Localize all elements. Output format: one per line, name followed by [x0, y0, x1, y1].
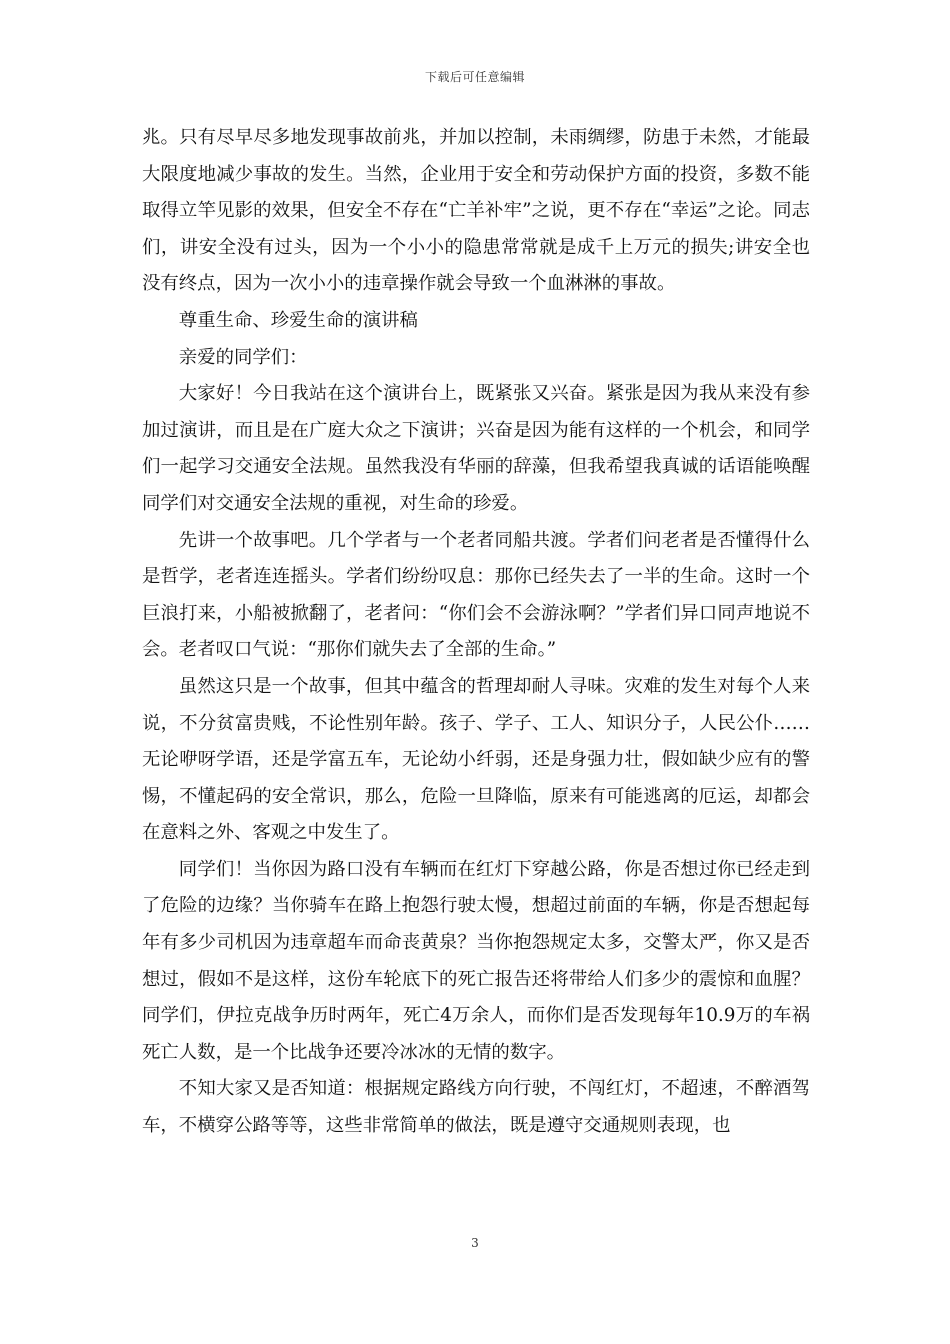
- paragraph: 同学们！当你因为路口没有车辆而在红灯下穿越公路，你是否想过你已经走到了危险的边缘？当你骑车在路上抱怨行驶太慢，想超过前面的车辆，你是否想起每年有多少司机因为违章超车而命丧黄泉？当你抱怨规定太多，交警太严，你又是否想过，假如不是这样，这份车轮底下的死亡报告还将带给人们多少的震惊和血腥？同学们，伊拉克战争历时两年，死亡4万余人，而你们是否发现每年10.9万的车祸死亡人数，是一个比战争还要冷冰冰的无情的数字。: [142, 858, 810, 1063]
- paragraph: 大家好！今日我站在这个演讲台上，既紧张又兴奋。紧张是因为我从来没有参加过演讲，而且是在广庭大众之下演讲；兴奋是因为能有这样的一个机会，和同学们一起学习交通安全法规。虽然我没有华丽的辞藻，但我希望我真诚的话语能唤醒同学们对交通安全法规的重视，对生命的珍爱。: [142, 383, 810, 514]
- paragraph: 先讲一个故事吧。几个学者与一个老者同船共渡。学者们问老者是否懂得什么是哲学，老者连连摇头。学者们纷纷叹息：那你已经失去了一半的生命。这时一个巨浪打来，小船被掀翻了，老者问：“你们会不会游泳啊？”学者们异口同声地说不会。老者叹口气说：“那你们就失去了全部的生命。”: [142, 529, 810, 661]
- page-header: 下载后可任意编辑: [424, 70, 525, 84]
- salutation: 亲爱的同学们：: [178, 346, 308, 368]
- document-body: [142, 120, 810, 1145]
- paragraph: 虽然这只是一个故事，但其中蕴含的哲理却耐人寻味。灾难的发生对每个人来说，不分贫富贵贱，不论性别年龄。孩子、学子、工人、知识分子，人民公仆……无论咿呀学语，还是学富五车，无论幼小纤弱，还是身强力壮，假如缺少应有的警惕，不懂起码的安全常识，那么，危险一旦降临，原来有可能逃离的厄运，却都会在意料之外、客观之中发生了。: [142, 675, 810, 844]
- page-number: 3: [471, 1236, 479, 1250]
- paragraph-continuation: 兆。只有尽早尽多地发现事故前兆，并加以控制，未雨绸缪，防患于未然，才能最大限度地减少事故的发生。当然，企业用于安全和劳动保护方面的投资，多数不能取得立竿见影的效果，但安全不存在“亡羊补牢”之说，更不存在“幸运”之论。同志们，讲安全没有过头，因为一个小小的隐患常常就是成千上万元的损失;讲安全也没有终点，因为一次小小的违章操作就会导致一个血淋淋的事故。: [142, 127, 810, 295]
- speech-title: 尊重生命、珍爱生命的演讲稿: [178, 309, 418, 331]
- paragraph: 不知大家又是否知道：根据规定路线方向行驶，不闯红灯，不超速，不醉酒驾车，不横穿公路等等，这些非常简单的做法，既是遵守交通规则表现，也: [142, 1078, 810, 1137]
